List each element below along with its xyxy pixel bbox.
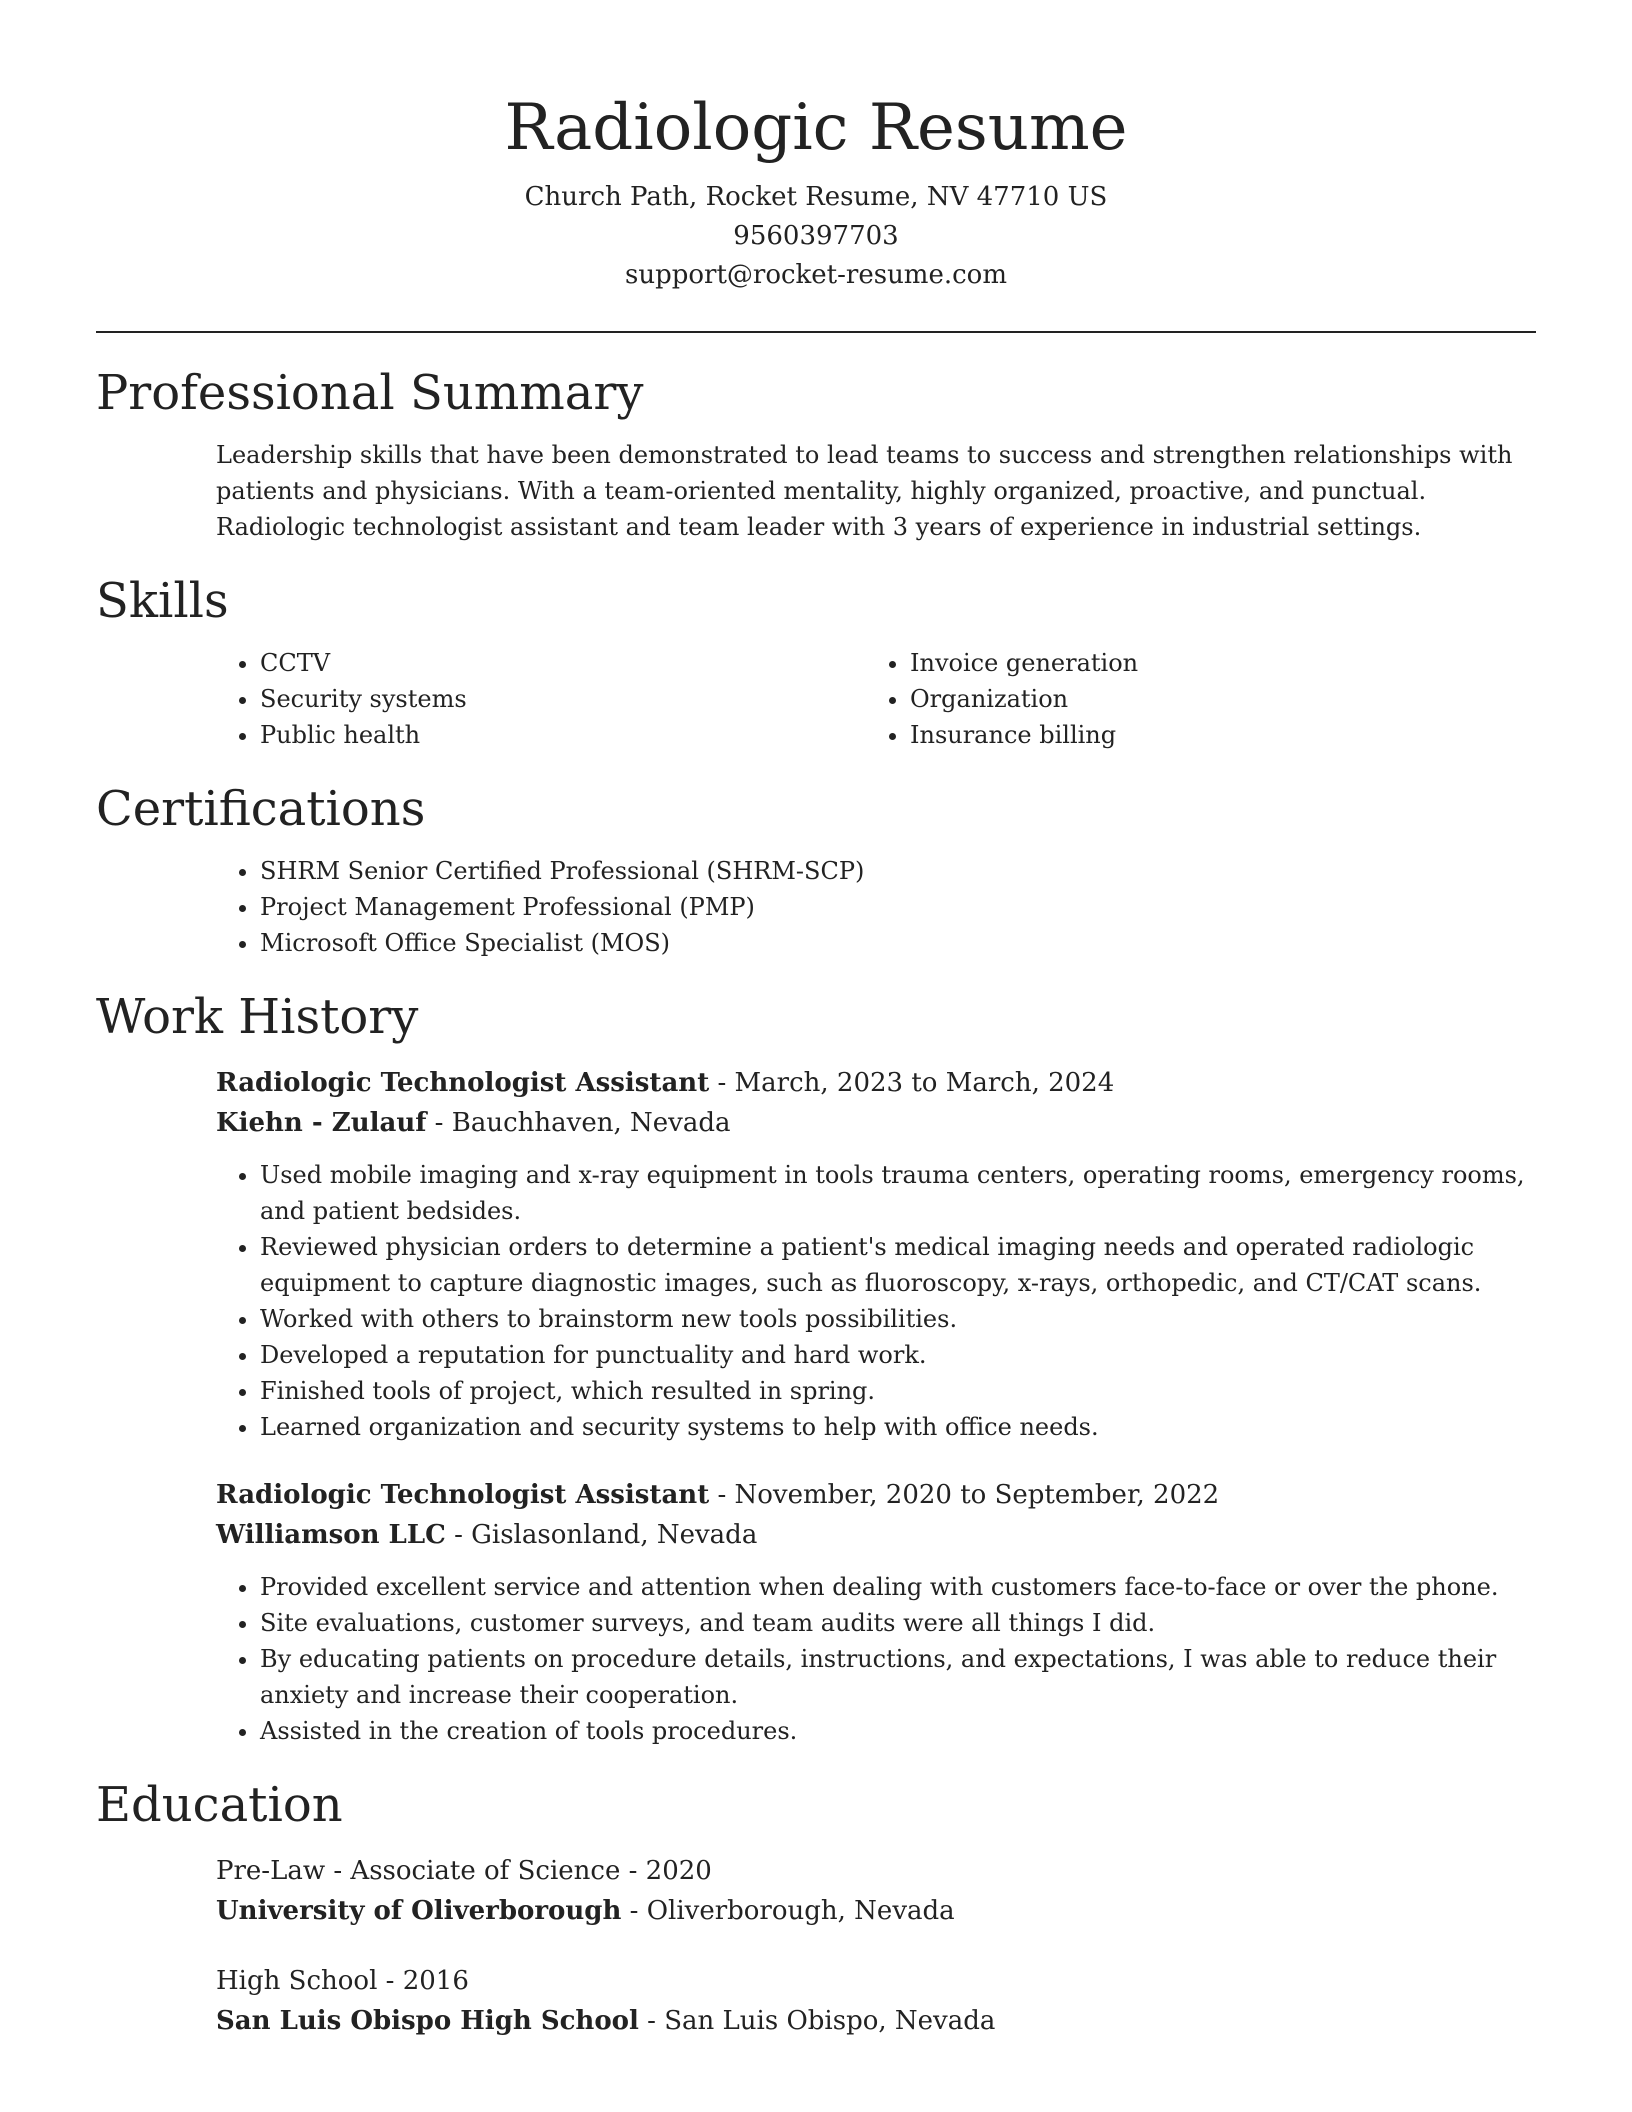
job-bullets (216, 1157, 1536, 1445)
resume-name: Radiologic Resume (504, 91, 1128, 165)
summary-section (96, 363, 1536, 545)
job-dates: - March, 2023 to March, 2024 (709, 1068, 1115, 1098)
job-bullet: • Assisted in the creation of tools procedures. (260, 1713, 1536, 1749)
job-employer: Kiehn - Zulauf (216, 1108, 427, 1138)
skills-title: Skills (96, 573, 229, 629)
skill-item: • Security systems (260, 681, 866, 717)
job-bullet: • Learned organization and security systems to help with office needs. (260, 1409, 1536, 1445)
education-degree: High School (216, 1966, 378, 1996)
job-bullet: • Developed a reputation for punctuality and hard work. (260, 1337, 1536, 1373)
education-degree-line (216, 1961, 1536, 2001)
job-bullet: • Provided excellent service and attention when dealing with customers face-to-face or over the phone. (260, 1569, 1536, 1605)
job-location: - Gislasonland, Nevada (445, 1520, 758, 1550)
education-school: University of Oliverborough (216, 1896, 622, 1926)
education-school-line (216, 2001, 1536, 2041)
work-history-title: Work History (96, 989, 419, 1045)
education-entry (216, 1851, 1536, 1931)
job-entry (216, 1475, 1536, 1749)
skill-item: • CCTV (260, 645, 866, 681)
education-year: - 2016 (377, 1966, 469, 1996)
certifications-title: Certifications (96, 781, 426, 837)
resume-header (96, 0, 1536, 295)
education-school-line (216, 1891, 1536, 1931)
job-bullet: • Site evaluations, customer surveys, and team audits were all things I did. (260, 1605, 1536, 1641)
certifications-body (216, 853, 1536, 961)
contact-address: Church Path, Rocket Resume, NV 47710 US (524, 182, 1108, 212)
contact-phone: 9560397703 (733, 221, 899, 251)
summary-text: Leadership skills that have been demonstrated to lead teams to success and strengthen relationships with patients and physicians. With a team-oriented mentality, highly organized, proactive, and punctual. Radiologic technologist assistant and team leader with 3 years of experience in industrial settings. (216, 441, 1513, 541)
job-bullet: • Reviewed physician orders to determine a patient's medical imaging needs and operated radiologic equipment to capture diagnostic images, such as fluoroscopy, x-rays, orthopedic, and CT/CAT scans. (260, 1229, 1536, 1301)
job-bullet: • By educating patients on procedure details, instructions, and expectations, I was able to reduce their anxiety and increase their cooperation. (260, 1641, 1536, 1713)
certification-item: • SHRM Senior Certified Professional (SHRM-SCP) (260, 853, 1536, 889)
job-bullet: • Used mobile imaging and x-ray equipment in tools trauma centers, operating rooms, emergency rooms, and patient bedsides. (260, 1157, 1536, 1229)
job-title-line (216, 1475, 1536, 1515)
education-school: San Luis Obispo High School (216, 2006, 639, 2036)
job-bullet: • Finished tools of project, which resulted in spring. (260, 1373, 1536, 1409)
resume-page (96, 0, 1536, 2041)
job-location: - Bauchhaven, Nevada (426, 1108, 731, 1138)
skills-list-left (216, 645, 866, 753)
education-degree: Pre-Law - Associate of Science (216, 1856, 621, 1886)
certifications-section (96, 779, 1536, 961)
job-title-line (216, 1063, 1536, 1103)
job-entry (216, 1063, 1536, 1445)
job-employer: Williamson LLC (216, 1520, 446, 1550)
certification-item: • Microsoft Office Specialist (MOS) (260, 925, 1536, 961)
certification-item: • Project Management Professional (PMP) (260, 889, 1536, 925)
skill-item: • Insurance billing (910, 717, 1516, 753)
work-history-section (96, 987, 1536, 1749)
job-employer-line (216, 1103, 1536, 1143)
education-year: - 2020 (620, 1856, 712, 1886)
education-degree-line (216, 1851, 1536, 1891)
skills-grid (216, 645, 1536, 753)
skill-item: • Public health (260, 717, 866, 753)
job-dates: - November, 2020 to September, 2022 (709, 1480, 1220, 1510)
job-bullets (216, 1569, 1536, 1749)
certifications-list (216, 853, 1536, 961)
skills-column-left (216, 645, 866, 753)
job-bullet: • Worked with others to brainstorm new tools possibilities. (260, 1301, 1536, 1337)
job-role: Radiologic Technologist Assistant (216, 1480, 710, 1510)
summary-title: Professional Summary (96, 365, 644, 421)
skills-column-right (866, 645, 1516, 753)
education-title: Education (96, 1777, 343, 1833)
education-location: - Oliverborough, Nevada (621, 1896, 955, 1926)
education-section (96, 1775, 1536, 2041)
skills-list-right (866, 645, 1516, 753)
skill-item: • Invoice generation (910, 645, 1516, 681)
job-role: Radiologic Technologist Assistant (216, 1068, 710, 1098)
contact-email: support@rocket-resume.com (624, 260, 1007, 290)
job-employer-line (216, 1515, 1536, 1555)
header-divider (96, 331, 1536, 333)
contact-block (96, 178, 1536, 295)
education-entry (216, 1961, 1536, 2041)
skill-item: • Organization (910, 681, 1516, 717)
skills-section (96, 571, 1536, 753)
education-location: - San Luis Obispo, Nevada (638, 2006, 996, 2036)
